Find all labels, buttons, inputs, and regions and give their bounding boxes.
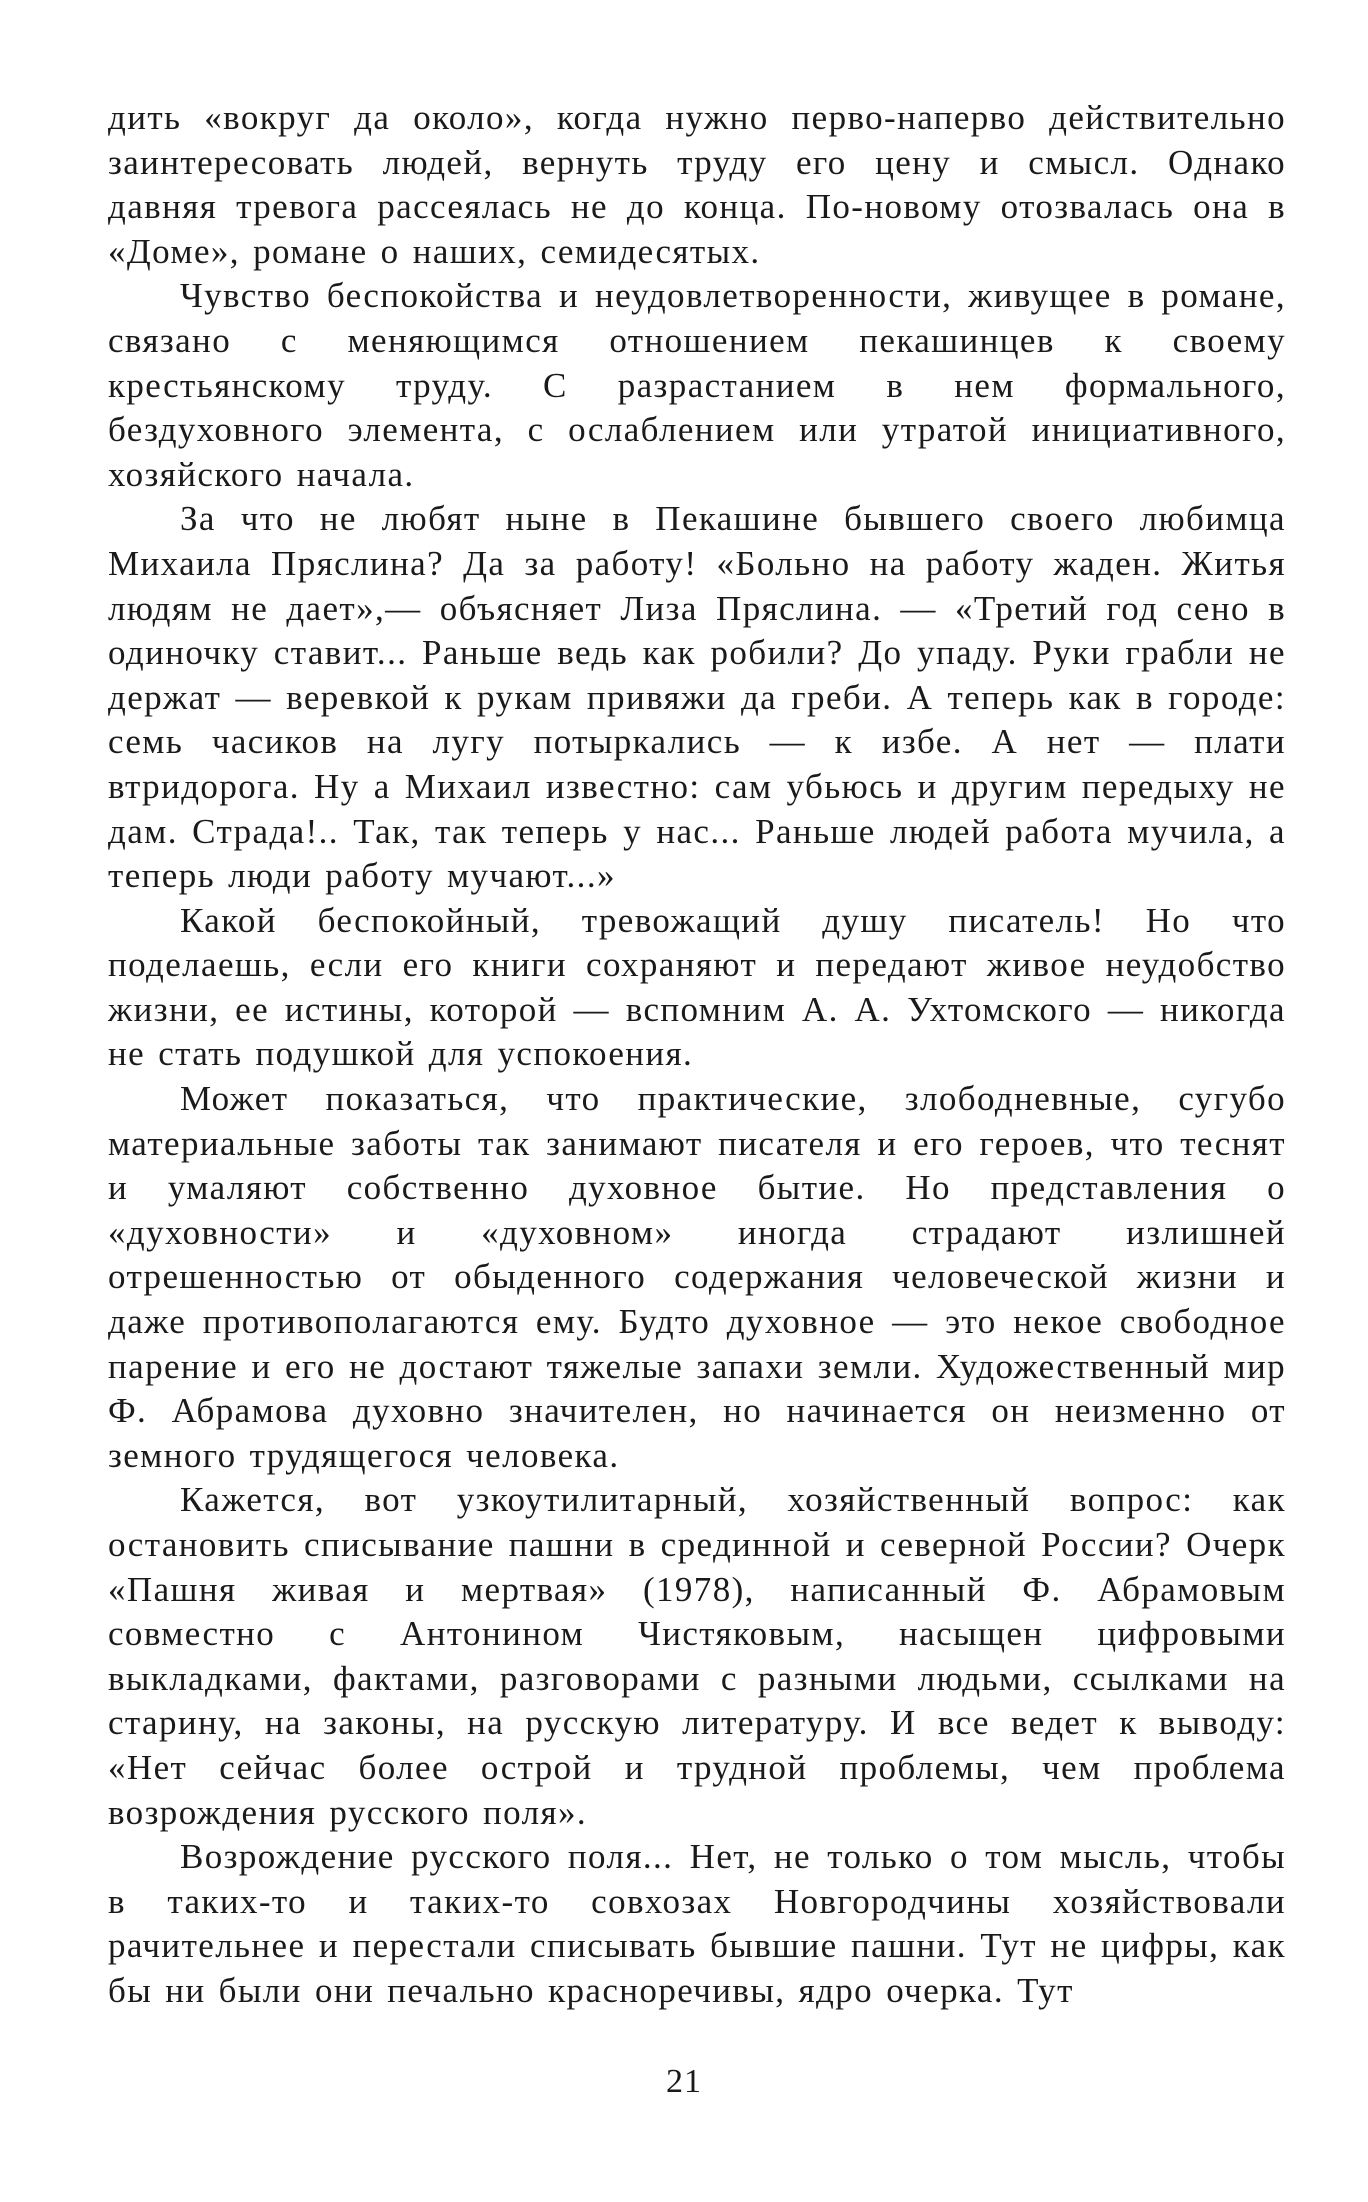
paragraph-6: Кажется, вот узкоутилитарный, хозяйственный вопрос: как остановить списывание пашни в срединной и северной России? Очерк «Пашня живая и мертвая» (1978), написанный Ф. Абрамовым совместно с Антонином Чистяковым, насыщен цифровыми выкладками, фактами, разговорами с разными людьми, ссылками на старину, на законы, на русскую литературу. И все ведет к выводу: «Нет сейчас более острой и трудной проблемы, чем проблема возрождения русского поля». bbox=[108, 1480, 1286, 1832]
paragraph-2: Чувство беспокойства и неудовлетворенности, живущее в романе, связано с меняющимся отношением пекашинцев к своему крестьянскому труду. С разрастанием в нем формального, бездуховного элемента, с ослаблением или утратой инициативного, хозяйского начала. bbox=[108, 276, 1286, 494]
paragraph-4: Какой беспокойный, тревожащий душу писатель! Но что поделаешь, если его книги сохраняют и передают живое неудобство жизни, ее истины, которой — вспомним А. А. Ухтомского — никогда не стать подушкой для успокоения. bbox=[108, 900, 1286, 1074]
paragraph-5: Может показаться, что практические, злободневные, сугубо материальные заботы так занимают писателя и его героев, что теснят и умаляют собственно духовное бытие. Но представления о «духовности» и «духовном» иногда страдают излишней отрешенностью от обыденного содержания человеческой жизни и даже противополагаются ему. Будто духовное — это некое свободное парение и его не достают тяжелые запахи земли. Художественный мир Ф. Абрамова духовно значителен, но начинается он неизменно от земного трудящегося человека. bbox=[108, 1079, 1286, 1475]
paragraph-3: За что не любят ныне в Пекашине бывшего своего любимца Михаила Пряслина? Да за работу! «Больно на работу жаден. Житья людям не дает»,— объясняет Лиза Пряслина. — «Третий год сено в одиночку ставит... Раньше ведь как робили? До упаду. Руки грабли не держат — веревкой к рукам привяжи да греби. А теперь как в городе: семь часиков на лугу потыркались — к избе. А нет — плати втридорога. Ну а Михаил известно: сам убьюсь и другим передыху не дам. Страда!.. Так, так теперь у нас... Раньше людей работа мучила, а теперь люди работу мучают...» bbox=[108, 499, 1286, 896]
page-number: 21 bbox=[666, 2063, 702, 2100]
paragraph-7: Возрождение русского поля... Нет, не только о том мысль, чтобы в таких-то и таких-то совхозах Новгородчины хозяйствовали рачительнее и перестали списывать бывшие пашни. Тут не цифры, как бы ни были они печально красноречивы, ядро очерка. Тут bbox=[108, 1837, 1286, 2010]
page-body bbox=[108, 96, 1286, 2014]
paragraph-1: дить «вокруг да около», когда нужно перво-наперво действительно заинтересовать людей, вернуть труду его цену и смысл. Однако давняя тревога рассеялась не до конца. По-новому отозвалась она в «Доме», романе о наших, семидесятых. bbox=[108, 98, 1286, 271]
